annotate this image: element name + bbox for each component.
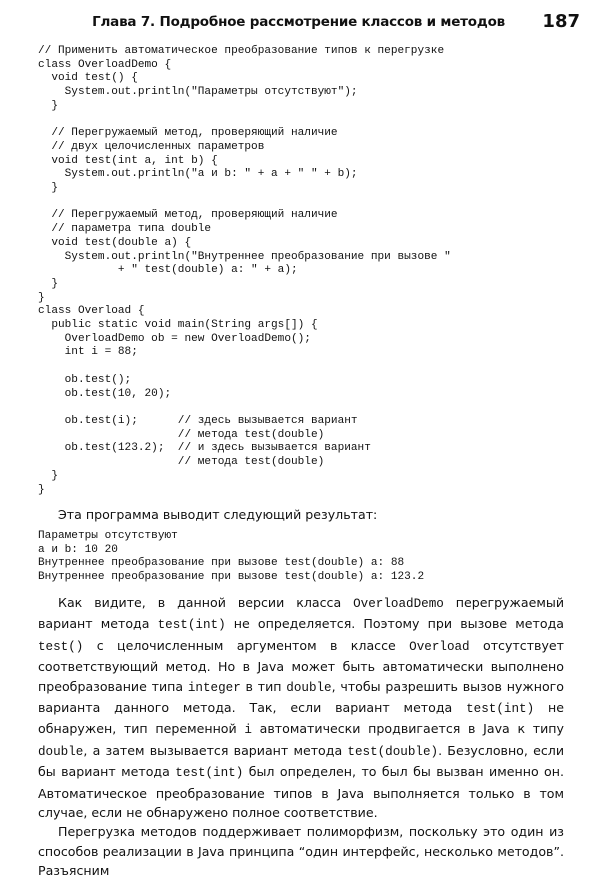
- inline-code: double: [38, 744, 84, 759]
- text-run: не определяется. Поэтому при вызове метода: [225, 616, 565, 632]
- text-run: был определен, то был бы вызван именно он. Автоматическое преобразование типов в Java выполняется только в том случае, если не обнаружено полное соответствие.: [38, 764, 564, 821]
- text-run: не обнаружен, тип переменной: [38, 700, 564, 737]
- program-output: Параметры отсутствуют а и b: 10 20 Внутреннее преобразование при вызове test(double) a: 88 Внутреннее преобразование при вызове test(double) a: 123.2: [38, 530, 425, 584]
- text-run: Как видите, в данной версии класса: [58, 595, 354, 610]
- text-run: с целочисленным аргументом в классе: [83, 637, 410, 653]
- text-run: в тип: [240, 678, 287, 694]
- inline-code: Overload: [409, 639, 470, 654]
- text-run: отсутствует соответствующий метод. Но в Java может быть автоматически выполнено преобразование типа: [38, 637, 564, 694]
- inline-code: test(): [38, 639, 84, 654]
- text-run: автоматически продвигается в Java к типу: [251, 721, 564, 737]
- inline-code: test(double): [347, 744, 439, 759]
- text-run: , а затем вызывается вариант метода: [83, 742, 348, 758]
- inline-code: test(int): [157, 618, 226, 633]
- text-run: . Безусловно, если бы вариант метода: [38, 742, 565, 780]
- inline-code: integer: [187, 680, 241, 695]
- paragraph-2: Перегрузка методов поддерживает полиморфизм, поскольку это один из способов реализации в Java принципа “один интерфейс, несколько методов”. Разъясним: [38, 824, 564, 879]
- code-listing: // Применить автоматическое преобразование типов к перегрузке class OverloadDemo { void test() { System.out.println("Параметры отсутствуют"); } // Перегружаемый метод, проверяющий наличие // двух целочисленных параметров void test(int a, int b) { System.out.println("a и b: " + a + " " + b); } // Перегружаемый метод, проверяющий наличие // параметра типа double void test(double a) { System.out.println("Внутреннее преобразование при вызове " + " test(double) a: " + a); } } class Overload { public static void main(String args[]) { OverloadDemo ob = new OverloadDemo(); int i = 88; ob.test(); ob.test(10, 20); ob.test(i); // здесь вызывается вариант // метода test(double) ob.test(123.2); // и здесь вызывается вариант // метода test(double) } }: [38, 45, 451, 496]
- page-header: [0, 0, 600, 40]
- text-run: перегружаемый вариант метода: [38, 595, 564, 632]
- body-text: [38, 593, 564, 881]
- chapter-title: Глава 7. Подробное рассмотрение классов и методов: [92, 14, 505, 30]
- text-run: , чтобы разрешить вызов нужного варианта данного метода. Так, если вариант метода: [38, 678, 564, 716]
- paragraph-1: [38, 593, 564, 822]
- inline-code: test(int): [466, 702, 535, 717]
- page-number: 187: [542, 11, 580, 32]
- inline-code: OverloadDemo: [353, 597, 444, 611]
- inline-code: test(int): [175, 766, 244, 781]
- output-intro: Эта программа выводит следующий результат:: [58, 507, 378, 522]
- inline-code: i: [244, 723, 252, 738]
- inline-code: double: [286, 680, 332, 695]
